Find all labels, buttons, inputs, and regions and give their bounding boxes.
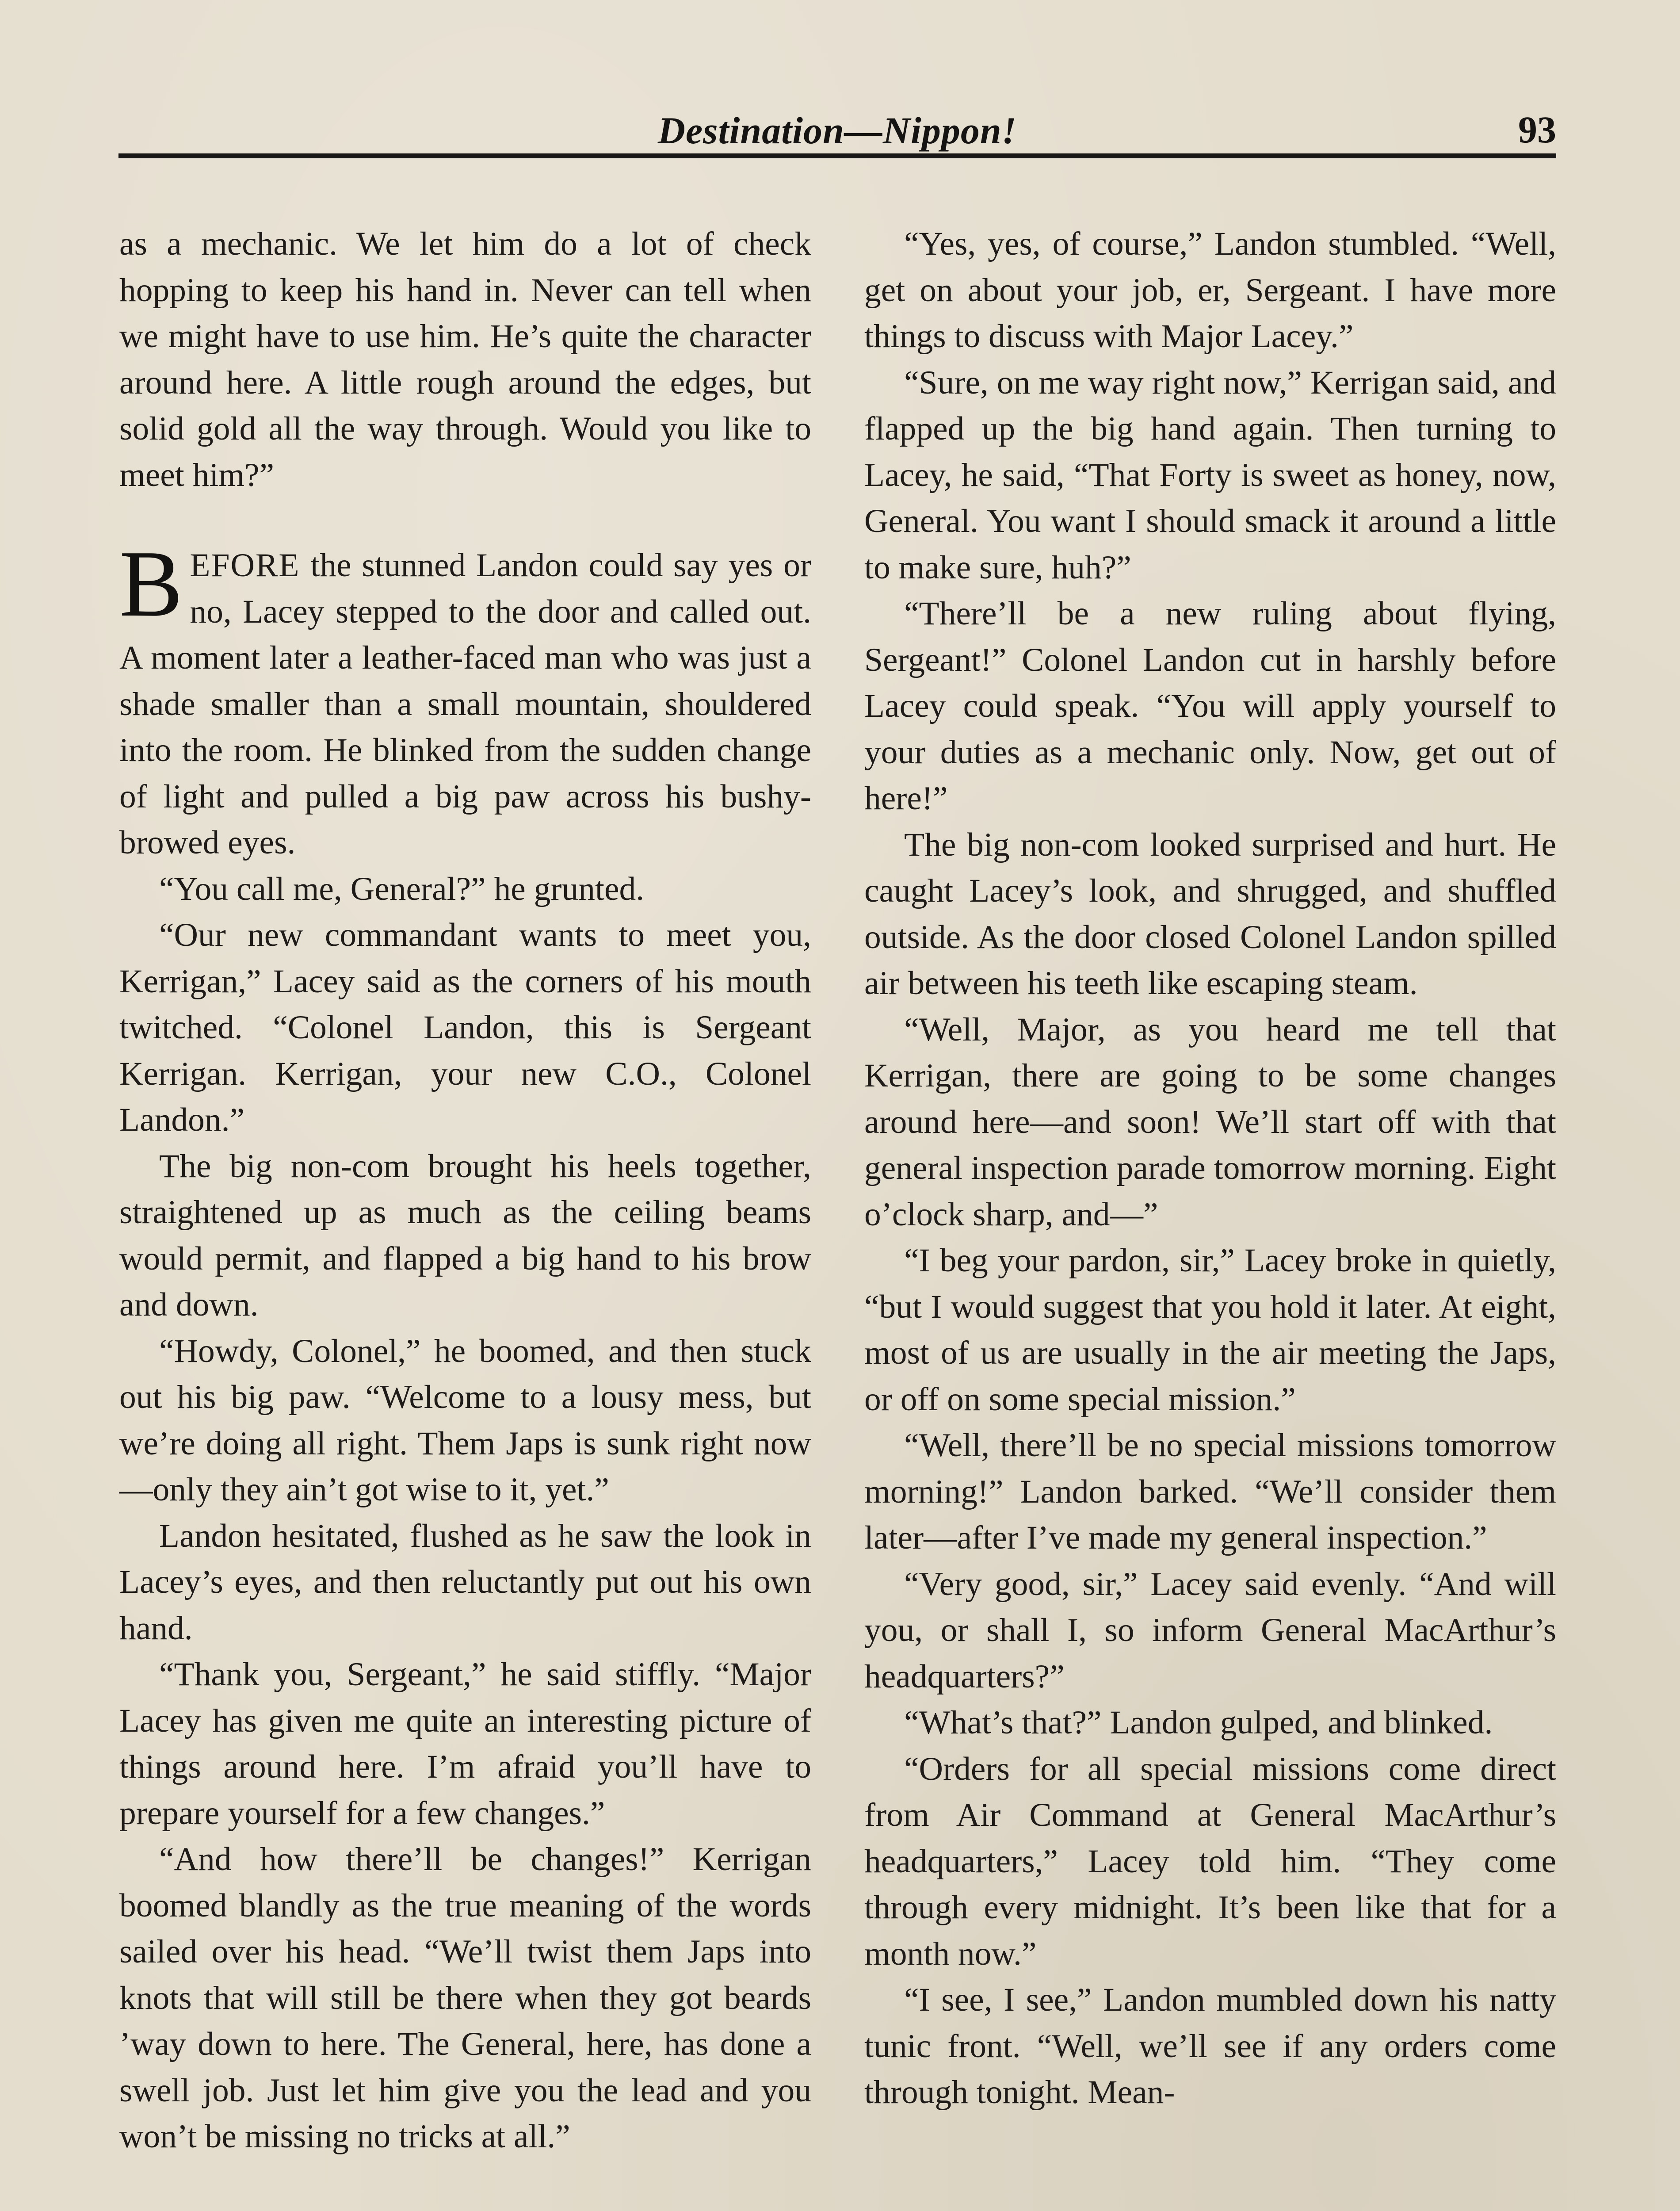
header-rule: [118, 153, 1556, 158]
running-title: Destination—Nippon!: [657, 109, 1017, 152]
text-column-left: [119, 221, 811, 2160]
paragraph: “Orders for all special missions come direct from Air Command at General MacArthur’s headquarters,” Lacey told him. “They come through every midnight. It’s been like that for a month now.”: [864, 1750, 1556, 1972]
paragraph: “What’s that?” Landon gulped, and blinked.: [904, 1704, 1493, 1741]
paragraph: as a mechanic. We let him do a lot of check hopping to keep his hand in. Never can tell when we might have to use him. He’s quite the character around here. A little rough around the edges, but solid gold all the way through. Would you like to meet him?”: [119, 226, 811, 493]
running-header: [118, 104, 1556, 161]
paragraph: “Yes, yes, of course,” Landon stumbled. “Well, get on about your job, er, Sergeant. I have more things to discuss with Major Lacey.”: [864, 226, 1556, 355]
paragraph-text: the stunned Landon could say yes or no, Lacey stepped to the door and called out. A moment later a leather-faced man who was just a shade smaller than a small mountain, shouldered into the room. He blinked from the sudden change of light and pulled a big paw across his bushy-browed eyes.: [119, 547, 811, 861]
drop-cap: B: [119, 531, 183, 636]
text-column-right: [864, 221, 1556, 2116]
paragraph: Landon hesitated, flushed as he saw the look in Lacey’s eyes, and then reluctantly put out his own hand.: [119, 1517, 811, 1647]
paragraph: “Sure, on me way right now,” Kerrigan said, and flapped up the big hand again. Then turning to Lacey, he said, “That Forty is sweet as honey, now, General. You want I should smack it around a little to make sure, huh?”: [864, 364, 1556, 586]
paragraph: “And how there’ll be changes!” Kerrigan boomed blandly as the true meaning of the words sailed over his head. “We’ll twist them Japs into knots that will still be there when they got beards ’way down to here. The General, here, has done a swell job. Just let him give you the lead and you won’t be missing no tricks at all.”: [119, 1841, 811, 2155]
paragraph: The big non-com brought his heels together, straightened up as much as the ceiling beams would permit, and flapped a big hand to his brow and down.: [119, 1148, 811, 1323]
small-caps-lead: EFORE: [190, 547, 300, 584]
paragraph: “I see, I see,” Landon mumbled down his natty tunic front. “Well, we’ll see if any orders come through tonight. Mean-: [864, 1981, 1556, 2111]
section-start-paragraph: [119, 531, 811, 866]
paragraph: “Thank you, Sergeant,” he said stiffly. “Major Lacey has given me quite an interesting picture of things around here. I’m afraid you’ll have to prepare yourself for a few changes.”: [119, 1656, 811, 1832]
paragraph: The big non-com looked surprised and hurt. He caught Lacey’s look, and shrugged, and shuffled outside. As the door closed Colonel Landon spilled air between his teeth like escaping steam.: [864, 826, 1556, 1002]
paragraph: “Well, Major, as you heard me tell that Kerrigan, there are going to be some changes around here—and soon! We’ll start off with that general inspection parade tomorrow morning. Eight o’clock sharp, and—”: [864, 1011, 1556, 1233]
paragraph: “Our new commandant wants to meet you, Kerrigan,” Lacey said as the corners of his mouth twitched. “Colonel Landon, this is Sergeant Kerrigan. Kerrigan, your new C.O., Colonel Landon.”: [119, 917, 811, 1138]
paragraph: “You call me, General?” he grunted.: [159, 870, 645, 907]
page-number: 93: [1518, 108, 1556, 151]
paragraph: “Well, there’ll be no special missions tomorrow morning!” Landon barked. “We’ll consider them later—after I’ve made my general inspection.”: [864, 1427, 1556, 1556]
paragraph: “I beg your pardon, sir,” Lacey broke in quietly, “but I would suggest that you hold it later. At eight, most of us are usually in the air meeting the Japs, or off on some special mission.”: [864, 1242, 1556, 1418]
paragraph: “Very good, sir,” Lacey said evenly. “And will you, or shall I, so inform General MacArthur’s headquarters?”: [864, 1565, 1556, 1695]
paragraph: “Howdy, Colonel,” he boomed, and then stuck out his big paw. “Welcome to a lousy mess, but we’re doing all right. Them Japs is sunk right now—only they ain’t got wise to it, yet.”: [119, 1332, 811, 1508]
paragraph: “There’ll be a new ruling about flying, Sergeant!” Colonel Landon cut in harshly before Lacey could speak. “You will apply yourself to your duties as a mechanic only. Now, get out of here!”: [864, 595, 1556, 817]
